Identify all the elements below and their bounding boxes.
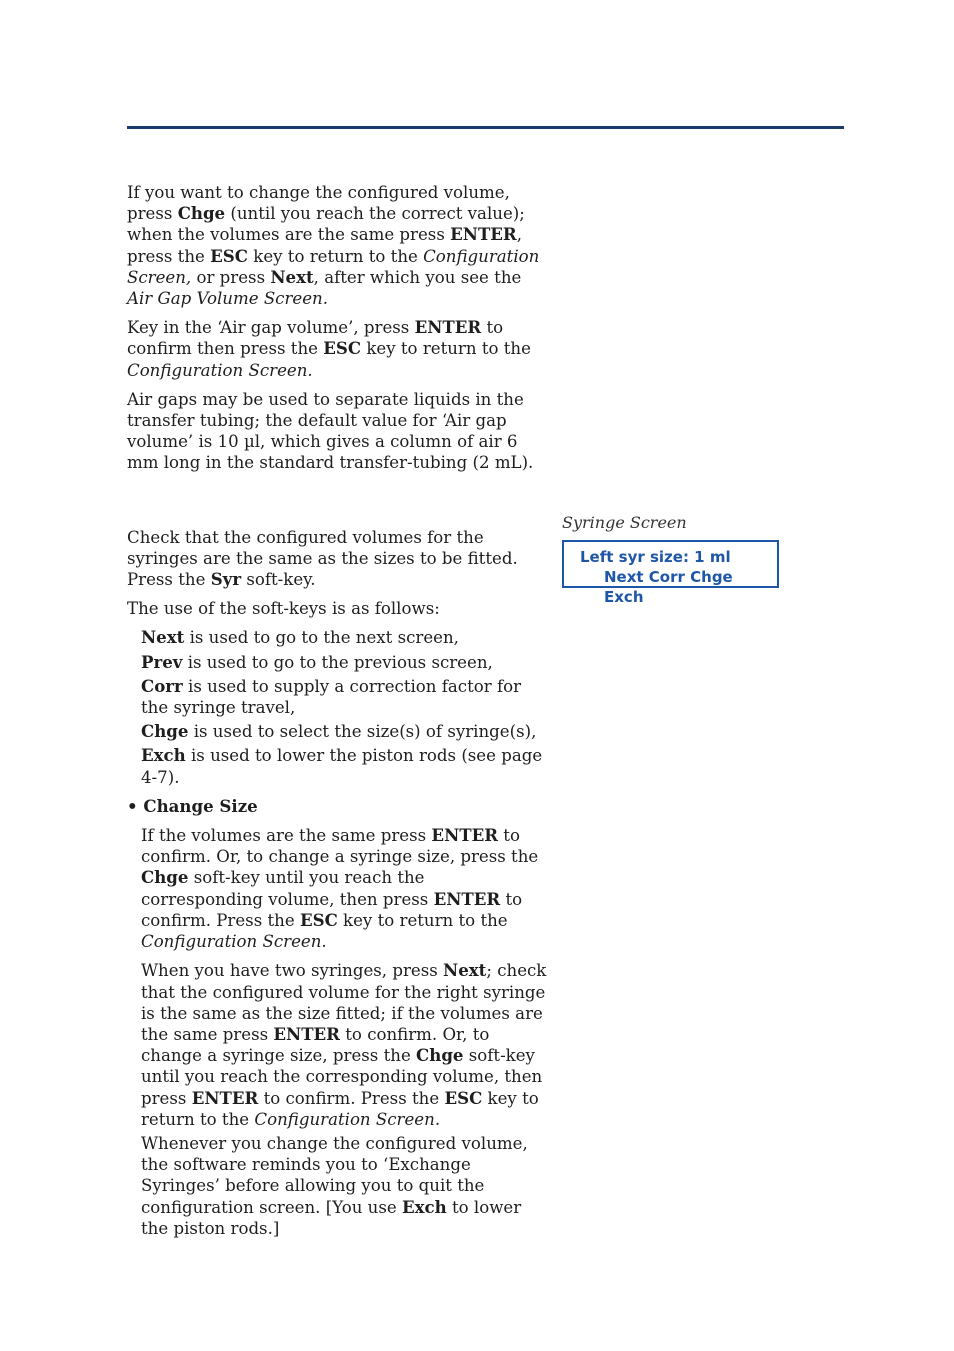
text: soft-key. [241,570,316,590]
text: Air gaps may be used to separate liquids in the transfer tubing; the default value for ‘Air gap volume’ is 10 µl, which gives a column of air 6 mm long in the standard transfer-tubing (2 mL). [127,389,534,473]
paragraph-two-syringes [141,960,547,1130]
text: The use of the soft-keys is as follows: [127,599,440,619]
text: When you have two syringes, press [141,961,444,981]
paragraph-exchange-reminder [141,1133,547,1239]
bullet-change-size: • Change Size [127,795,258,816]
paragraph-change-size [141,825,547,952]
text: key to return to the [361,339,531,359]
text: key to return to the [337,910,508,930]
key-next: Next [270,266,314,287]
text: or press [191,267,271,287]
key-esc: ESC [210,245,248,266]
key-esc: ESC [323,338,362,359]
display-line-2: Next Corr Chge Exch [604,568,733,606]
key-exch: Exch [401,1196,447,1217]
syringe-screen-display [562,540,779,606]
screen-name: Air Gap Volume Screen. [127,289,329,309]
text: key to return to the [247,246,424,266]
text: to confirm. Or, to change a syringe size, press the [141,826,539,867]
figure-caption: Syringe Screen [562,513,687,532]
text: to confirm then press the [127,318,504,359]
key-enter: ENTER [191,1087,259,1108]
text: Check that the configured volumes for the syringes are the same as the sizes to be fitted. Press the [127,527,518,590]
text: to lower the piston rods.] [141,1197,522,1238]
key-next: Next [443,960,487,981]
softkey-name: Next [141,627,185,648]
screen-name: Configuration Screen. [141,932,327,952]
text: Key in the ‘Air gap volume’, press [127,318,415,338]
paragraph-air-gaps [127,389,547,474]
softkey-name: Chge [141,721,189,742]
key-chge: Chge [177,203,226,224]
key-enter: ENTER [450,224,517,245]
softkey-desc: is used to go to the previous screen, [182,652,493,672]
list-item [141,676,547,718]
text: soft-key until you reach the corresponding volume, then press [141,868,434,909]
paragraph-air-gap-key [127,317,547,381]
softkey-name: Prev [141,651,183,672]
key-chge: Chge [141,867,189,888]
header-rule [127,126,844,129]
text: , press the [127,225,523,266]
screen-name: Configuration Screen. [254,1109,441,1129]
text: to confirm. Press the [141,889,523,930]
section-gap [127,482,547,527]
main-column [127,182,547,1247]
softkey-desc: is used to go to the next screen, [184,628,459,648]
paragraph-change-volume [127,182,547,309]
key-enter: ENTER [431,825,499,846]
screen-name: Configuration Screen. [127,360,313,380]
text: to confirm. Or, to change a syringe size, press the [141,1024,490,1066]
key-enter: ENTER [273,1023,340,1044]
softkey-name: Exch [141,745,186,766]
text: to confirm. Press the [258,1088,445,1108]
softkey-desc: is used to lower the piston rods (see page 4-7). [141,746,543,787]
text: soft-key until you reach the corresponding volume, then press [141,1046,543,1108]
change-size-section [141,825,547,1239]
softkey-name: Corr [141,675,183,696]
list-item [141,745,547,787]
softkey-desc: is used to select the size(s) of syringe(s), [188,722,537,742]
text: ; check that the configured volume for the right syringe is the same as the size fitted; if the volumes are the same press [141,961,547,1044]
display-line-1: Left syr size: 1 ml [580,548,731,566]
key-enter: ENTER [433,888,501,909]
key-enter: ENTER [414,317,482,338]
screen-name: Configuration Screen, [127,246,540,287]
key-esc: ESC [444,1087,483,1108]
list-item [141,652,547,673]
paragraph-softkeys-intro [127,598,547,619]
paragraph-check-syringes [127,527,547,591]
key-chge: Chge [416,1045,464,1066]
text: If the volumes are the same press [141,826,432,846]
key-esc: ESC [299,909,338,930]
text: , after which you see the [313,267,522,287]
softkey-desc: is used to supply a correction factor for the syringe travel, [141,676,522,718]
text: key to return to the [141,1088,539,1129]
list-item [141,627,547,648]
key-syr: Syr [210,569,242,590]
softkey-list [141,627,547,787]
text: Whenever you change the configured volume, the software reminds you to ‘Exchange Syringes’ before allowing you to quit the configuration screen. [You use [141,1133,528,1217]
text: If you want to change the configured volume, press [127,183,510,224]
list-item [141,721,547,742]
text: (until you reach the correct value); when the volumes are the same press [127,204,525,245]
